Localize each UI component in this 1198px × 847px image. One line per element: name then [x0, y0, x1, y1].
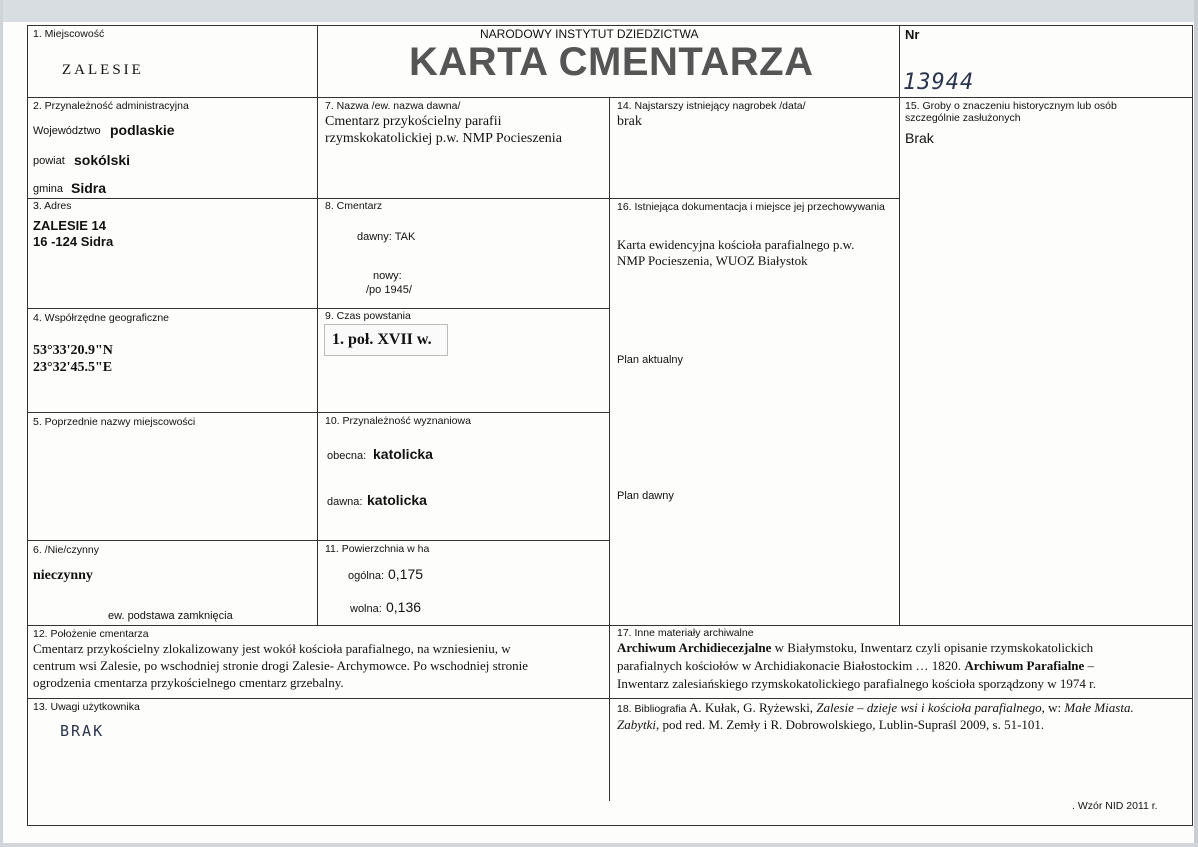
- scan-edge-top: [0, 0, 1198, 22]
- archive-line1: [617, 640, 1093, 656]
- archive-line2: [617, 658, 1094, 674]
- historic-graves-value: Brak: [905, 130, 934, 146]
- field-1-label: 1. Miejscowość: [33, 28, 105, 40]
- former-denomination-value: katolicka: [367, 492, 427, 508]
- scan-edge-left: [0, 0, 3, 847]
- current-plan-label: Plan aktualny: [617, 354, 684, 366]
- status-value: nieczynny: [33, 568, 93, 583]
- gmina-label: gmina: [33, 183, 63, 195]
- field-12-label: 12. Położenie cmentarza: [33, 628, 149, 640]
- documentation-line1: Karta ewidencyjna kościoła parafialnego p.w.: [617, 237, 855, 252]
- bibliography-title: Zalesie – dzieje wsi i kościoła parafialnego: [816, 700, 1042, 715]
- former-denomination-label: dawna:: [327, 496, 363, 508]
- current-denomination-label: obecna:: [327, 450, 367, 462]
- total-area-value: 0,175: [388, 566, 424, 582]
- field-3-label: 3. Adres: [33, 200, 72, 212]
- name-line2: rzymskokatolickiej p.w. NMP Pocieszenia: [325, 131, 562, 146]
- archive-line3: Inwentarz zalesiańskiego rzymskokatolickiego parafialnego kościoła sporządzony w 1974 r.: [617, 676, 1097, 691]
- field-2-label: 2. Przynależność administracyjna: [33, 100, 189, 112]
- divider: [27, 540, 609, 541]
- field-6-label: 6. /Nie/czynny: [33, 544, 99, 556]
- divider: [609, 97, 610, 801]
- divider: [899, 25, 900, 625]
- total-area-label: ogólna:: [348, 570, 385, 582]
- powiat-label: powiat: [33, 155, 65, 167]
- bibliography-rest: , pod red. M. Zemły i R. Dobrowolskiego, Lublin-Supraśl 2009, s. 51-101.: [656, 717, 1045, 732]
- user-notes-value: BRAK: [60, 722, 105, 740]
- latitude-value: 53°33'20.9"N: [33, 343, 113, 358]
- bibliography-line1: [617, 700, 1134, 716]
- address-line1: ZALESIE 14: [33, 218, 106, 233]
- divider: [609, 198, 899, 199]
- divider: [27, 625, 1193, 626]
- former-plan-label: Plan dawny: [617, 490, 674, 502]
- card-number: 13944: [903, 70, 975, 95]
- field-7-label: 7. Nazwa /ew. nazwa dawna/: [325, 100, 461, 112]
- field-17-label: 17. Inne materiały archiwalne: [617, 627, 754, 639]
- gmina-value: Sidra: [71, 180, 107, 196]
- cemetery-new-label: nowy:: [373, 270, 402, 282]
- field-16-label: 16. Istniejąca dokumentacja i miejsce jej przechowywania: [617, 201, 885, 213]
- bibliography-sep: , w:: [1041, 700, 1065, 715]
- nr-label: Nr: [905, 27, 920, 42]
- free-area-value: 0,136: [386, 599, 422, 615]
- divider: [27, 412, 609, 413]
- field-11-label: 11. Powierzchnia w ha: [325, 543, 430, 555]
- current-denomination-value: katolicka: [373, 446, 433, 462]
- closure-basis-label: ew. podstawa zamknięcia: [108, 610, 233, 622]
- creation-date: 1. poł. XVII w.: [332, 331, 432, 348]
- oldest-tombstone-value: brak: [617, 114, 642, 129]
- field-9-label: 9. Czas powstania: [325, 310, 411, 322]
- longitude-value: 23°32'45.5"E: [33, 360, 113, 375]
- divider: [27, 198, 609, 199]
- bibliography-authors: A. Kułak, G. Ryżewski,: [689, 700, 817, 715]
- name-line1: Cmentarz przykościelny parafii: [325, 114, 502, 129]
- bibliography-series-2: Zabytki: [617, 717, 656, 732]
- field-5-label: 5. Poprzednie nazwy miejscowości: [33, 416, 196, 428]
- archive-name-2: Archiwum Parafialne: [964, 658, 1085, 673]
- powiat-value: sokólski: [74, 152, 131, 168]
- field-18-label: 18. Bibliografia: [617, 703, 687, 715]
- field-8-label: 8. Cmentarz: [325, 200, 383, 212]
- location-line3: ogrodzenia cmentarza przykościelnego cmentarz grzebalny.: [33, 675, 344, 690]
- form-template-version: . Wzór NID 2011 r.: [1072, 800, 1158, 812]
- documentation-line2: NMP Pocieszenia, WUOZ Białystok: [617, 253, 808, 268]
- archive-text-2: parafialnych kościołów w Archidiakonacie Białostockim … 1820.: [617, 658, 965, 673]
- scan-edge-bottom: [0, 843, 1198, 847]
- page-title: KARTA CMENTARZA: [409, 40, 814, 84]
- divider: [27, 308, 609, 309]
- wojewodztwo-value: podlaskie: [110, 122, 175, 138]
- address-line2: 16 -124 Sidra: [33, 234, 114, 249]
- divider: [27, 698, 1193, 699]
- scan-edge-right: [1194, 0, 1198, 847]
- bibliography-line2: [617, 717, 1044, 733]
- field-13-label: 13. Uwagi użytkownika: [33, 701, 140, 713]
- field-15-label: 15. Groby o znaczeniu historycznym lub osób szczególnie zasłużonych: [905, 100, 1117, 124]
- field-4-label: 4. Współrzędne geograficzne: [33, 312, 169, 324]
- free-area-label: wolna:: [350, 603, 382, 615]
- divider: [317, 25, 318, 625]
- archive-text-2-end: –: [1084, 658, 1095, 673]
- wojewodztwo-label: Województwo: [33, 125, 101, 137]
- location-line2: centrum wsi Zalesie, po wschodniej stronie drogi Zalesie- Archymowce. Po wschodniej stronie: [33, 658, 528, 673]
- archive-text-1: w Białymstoku, Inwentarz czyli opisanie rzymskokatolickich: [771, 640, 1094, 655]
- archive-name-1: Archiwum Archidiecezjalne: [617, 640, 772, 655]
- cemetery-new-period: /po 1945/: [366, 284, 412, 296]
- cemetery-old: dawny: TAK: [357, 231, 416, 243]
- institute-name: NARODOWY INSTYTUT DZIEDZICTWA: [480, 27, 699, 41]
- field-14-label: 14. Najstarszy istniejący nagrobek /data/: [617, 100, 806, 112]
- bibliography-series: Małe Miasta.: [1064, 700, 1134, 715]
- locality-value: ZALESIE: [62, 62, 144, 78]
- field-10-label: 10. Przynależność wyznaniowa: [325, 415, 471, 427]
- location-line1: Cmentarz przykościelny zlokalizowany jest wokół kościoła parafialnego, na wzniesieniu, w: [33, 641, 511, 656]
- divider: [27, 97, 1193, 98]
